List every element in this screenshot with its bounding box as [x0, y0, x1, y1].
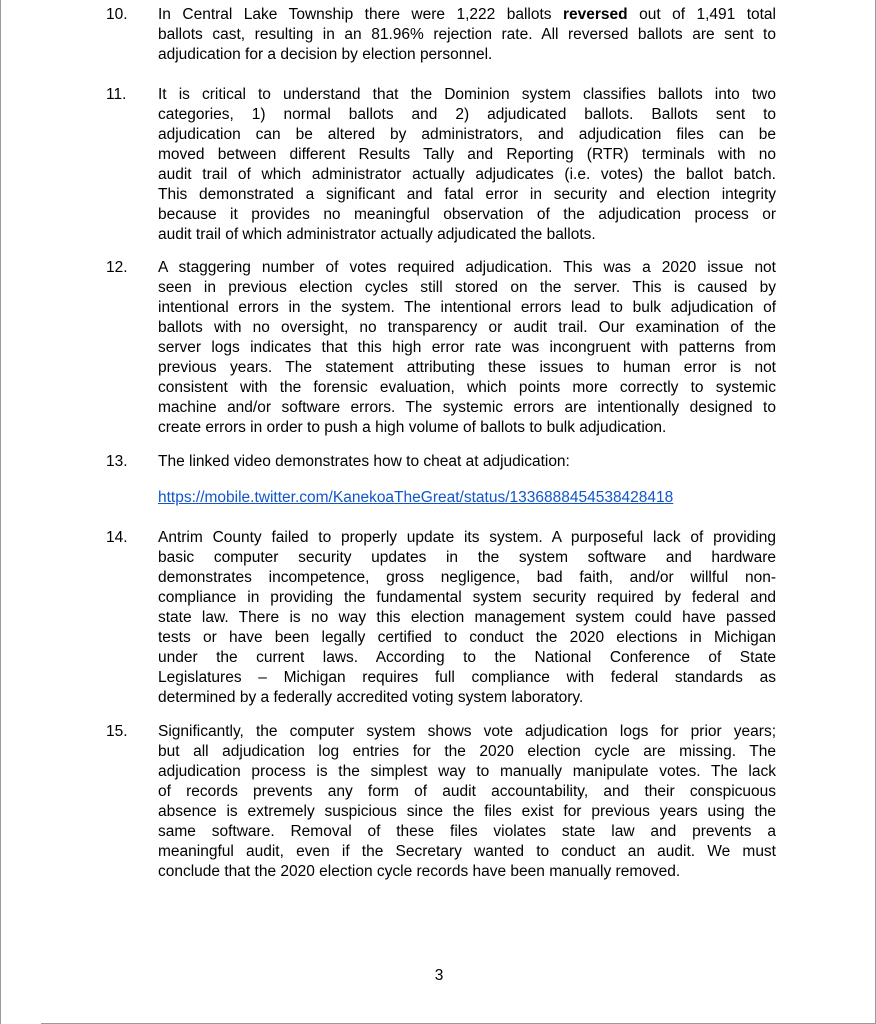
text-segment: out of 1,491 total — [627, 6, 776, 23]
paragraph-line: determined by a federally accredited voting system laboratory. — [158, 689, 584, 706]
item-paragraph — [158, 5, 776, 65]
paragraph-line: tests or have been legally certified to conduct the 2020 elections in Michigan — [158, 629, 776, 646]
paragraph-line: intentional errors in the system. The intentional errors lead to bulk adjudication of — [158, 299, 776, 316]
paragraph-line: It is critical to understand that the Dominion system classifies ballots into two — [158, 86, 776, 103]
paragraph-line: basic computer security updates in the system software and hardware — [158, 549, 776, 566]
paragraph-line: This demonstrated a significant and fatal error in security and election integrity — [158, 186, 776, 203]
paragraph-line: same software. Removal of these files violates state law and prevents a — [158, 823, 776, 840]
item-number: 12. — [106, 259, 128, 276]
paragraph-line: demonstrates incompetence, gross negligence, bad faith, and/or willful non- — [158, 569, 776, 586]
paragraph-line: The linked video demonstrates how to cheat at adjudication: — [158, 453, 570, 470]
paragraph-line: ballots with no oversight, no transparency or audit trail. Our examination of the — [158, 319, 776, 336]
paragraph-line: Antrim County failed to properly update its system. A purposeful lack of providing — [158, 529, 776, 546]
paragraph-line: categories, 1) normal ballots and 2) adjudicated ballots. Ballots sent to — [158, 106, 776, 123]
item-number: 10. — [106, 6, 128, 23]
bold-emphasis: reversed — [562, 6, 628, 23]
paragraph-line — [158, 5, 776, 25]
page-number: 3 — [434, 967, 444, 984]
paragraph-line: audit trail of which administrator actually adjudicated the ballots. — [158, 226, 596, 243]
item-number: 14. — [106, 529, 128, 546]
paragraph-line: conclude that the 2020 election cycle records have been manually removed. — [158, 863, 681, 880]
item-number: 11. — [106, 86, 127, 103]
paragraph-line: compliance in providing the fundamental system security required by federal and — [158, 589, 776, 606]
paragraph-line: of records prevents any form of audit accountability, and their conspicuous — [158, 783, 776, 800]
item-paragraph — [158, 85, 776, 245]
paragraph-line: meaningful audit, even if the Secretary wanted to conduct an audit. We must — [158, 843, 776, 860]
paragraph-line: but all adjudication log entries for the 2020 election cycle are missing. The — [158, 743, 776, 760]
paragraph-line: create errors in order to push a high volume of ballots to bulk adjudication. — [158, 419, 667, 436]
paragraph-line: Legislatures – Michigan requires full compliance with federal standards as — [158, 669, 776, 686]
item-paragraph — [158, 528, 776, 708]
item-paragraph — [158, 722, 776, 882]
twitter-video-link[interactable]: https://mobile.twitter.com/KanekoaTheGreat/status/1336888454538428418 — [158, 489, 674, 506]
paragraph-line: absence is extremely suspicious since the files exist for previous years using the — [158, 803, 776, 820]
paragraph-line: state law. There is no way this election management system could have passed — [158, 609, 776, 626]
paragraph-line: moved between different Results Tally and Reporting (RTR) terminals with no — [158, 146, 776, 163]
paragraph-line: ballots cast, resulting in an 81.96% rejection rate. All reversed ballots are sent to — [158, 26, 776, 43]
item-number: 13. — [106, 453, 128, 470]
item-number: 15. — [106, 723, 128, 740]
paragraph-line: consistent with the forensic evaluation, which points more correctly to systemic — [158, 379, 776, 396]
paragraph-line: A staggering number of votes required adjudication. This was a 2020 issue not — [158, 259, 776, 276]
paragraph-line: adjudication for a decision by election personnel. — [158, 46, 493, 63]
paragraph-line: adjudication process is the simplest way to manually manipulate votes. The lack — [158, 763, 776, 780]
paragraph-line: under the current laws. According to the National Conference of State — [158, 649, 776, 666]
paragraph-line: server logs indicates that this high error rate was incongruent with patterns from — [158, 339, 776, 356]
item-paragraph — [158, 452, 776, 472]
paragraph-line: adjudication can be altered by administrators, and adjudication files can be — [158, 126, 776, 143]
text-segment: In Central Lake Township there were 1,222 ballots — [158, 6, 563, 23]
paragraph-line: because it provides no meaningful observation of the adjudication process or — [158, 206, 776, 223]
paragraph-line: machine and/or software errors. The systemic errors are intentionally designed to — [158, 399, 776, 416]
paragraph-line: audit trail of which administrator actually adjudicates (i.e. votes) the ballot batch. — [158, 166, 776, 183]
paragraph-line: Significantly, the computer system shows vote adjudication logs for prior years; — [158, 723, 776, 740]
item-paragraph — [158, 258, 776, 438]
paragraph-line: previous years. The statement attributing these issues to human error is not — [158, 359, 776, 376]
paragraph-line: seen in previous election cycles still stored on the server. This is caused by — [158, 279, 776, 296]
